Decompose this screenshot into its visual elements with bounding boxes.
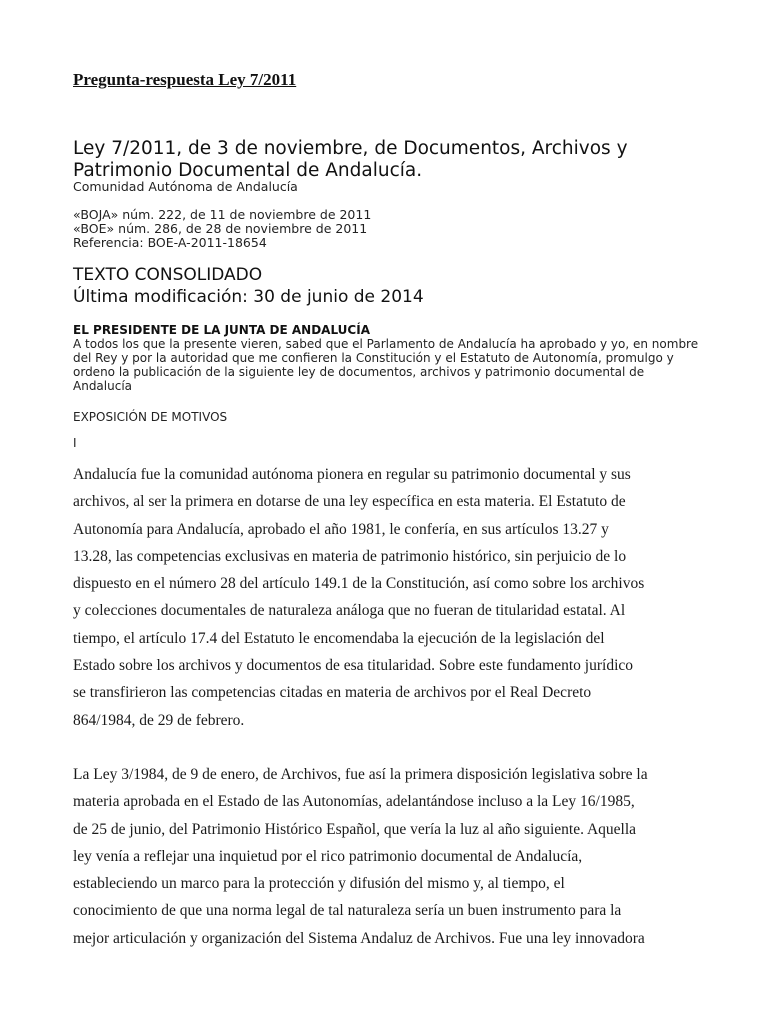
paragraph-line: y colecciones documentales de naturaleza análoga que no fueran de titularidad estatal. Al (73, 602, 626, 620)
document-title: Pregunta-respuesta Ley 7/2011 (73, 70, 297, 89)
paragraph-line: dispuesto en el número 28 del artículo 149.1 de la Constitución, así como sobre los archivos (73, 575, 645, 593)
paragraph-line: La Ley 3/1984, de 9 de enero, de Archivos, fue así la primera disposición legislativa sobre la (73, 766, 648, 783)
publication-info (73, 208, 371, 250)
paragraph-line: mejor articulación y organización del Sistema Andaluz de Archivos. Fue una ley innovadora (73, 929, 645, 947)
consolidated-block (73, 264, 424, 308)
paragraph-line: 13.28, las competencias exclusivas en materia de patrimonio histórico, sin perjuicio de lo (73, 547, 627, 565)
president-heading: EL PRESIDENTE DE LA JUNTA DE ANDALUCÍA (73, 323, 370, 337)
boe-id-reference: Referencia: BOE-A-2011-18654 (73, 235, 267, 250)
president-block (73, 323, 703, 393)
paragraph-line: de 25 de junio, del Patrimonio Histórico Español, que vería la luz al año siguiente. Aquella (73, 820, 637, 838)
paragraph-line: materia aprobada en el Estado de las Autonomías, adelantándose incluso a la Ley 16/1985, (73, 793, 635, 811)
paragraph-line: Estado sobre los archivos y documentos de esa titularidad. Sobre este fundamento jurídico (73, 657, 634, 675)
body-paragraph-1 (73, 461, 697, 734)
section-number: I (73, 436, 77, 450)
community-label: Comunidad Autónoma de Andalucía (73, 179, 298, 194)
paragraph-line: conocimiento de que una norma legal de tal naturaleza sería un buen instrumento para la (73, 902, 622, 920)
consolidated-label: TEXTO CONSOLIDADO (73, 265, 263, 285)
paragraph-line: ley venía a reflejar una inquietud por el rico patrimonio documental de Andalucía, (73, 847, 583, 865)
paragraph-line: Andalucía fue la comunidad autónoma pionera en regular su patrimonio documental y sus (73, 466, 631, 483)
president-text: A todos los que la presente vieren, sabed que el Parlamento de Andalucía ha aprobado y yo, en nombre del Rey y por la autoridad que me confieren la Constitución y el Estatuto de Autonomía, promulgo y ordeno la publicación de la siguiente ley de documentos, archivos y patrimonio documental de Andalucía (73, 337, 699, 393)
boe-reference: «BOE» núm. 286, de 28 de noviembre de 2011 (73, 221, 368, 236)
paragraph-line: 864/1984, de 29 de febrero. (73, 711, 245, 729)
paragraph-line: se transfirieron las competencias citadas en materia de archivos por el Real Decreto (73, 684, 592, 702)
exposition-heading: EXPOSICIÓN DE MOTIVOS (73, 410, 228, 424)
paragraph-line: estableciendo un marco para la protección y difusión del mismo y, al tiempo, el (73, 875, 565, 893)
paragraph-line: Autonomía para Andalucía, aprobado el año 1981, le confería, en sus artículos 13.27 y (73, 520, 609, 538)
boja-reference: «BOJA» núm. 222, de 11 de noviembre de 2011 (73, 207, 372, 222)
last-modified: Última modificación: 30 de junio de 2014 (73, 287, 424, 307)
paragraph-line: archivos, al ser la primera en dotarse de una ley específica en esta materia. El Estatuto de (73, 493, 626, 511)
paragraph-line: tiempo, el artículo 17.4 del Estatuto le encomendaba la ejecución de la legislación del (73, 629, 605, 647)
law-title: Ley 7/2011, de 3 de noviembre, de Documentos, Archivos y Patrimonio Documental de Andalucía. (73, 138, 628, 181)
body-paragraph-2 (73, 761, 697, 952)
